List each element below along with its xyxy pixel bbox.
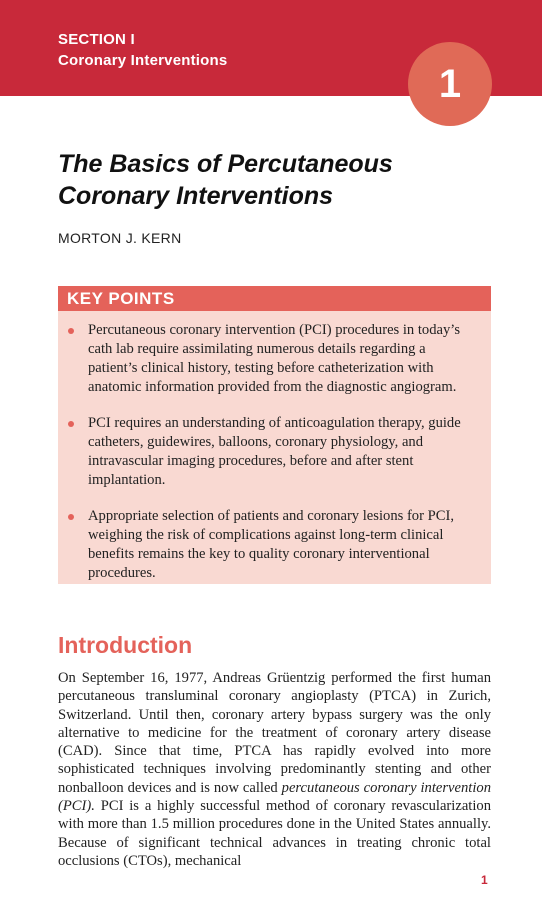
intro-text-part1: On September 16, 1977, Andreas Grüentzig performed the first human percutaneous transluminal coronary angioplasty (PTCA) in Zurich, Switzerland. Until then, coronary artery bypass surgery was the only alternative to medicine for the treatment of coronary artery disease (CAD). Since that time, PTCA has rapidly evolved into more sophisticated techniques involving predominantly stenting and other nonballoon devices and is now called	[58, 670, 491, 796]
author-name: MORTON J. KERN	[58, 230, 182, 246]
section-title: Coronary Interventions	[58, 52, 228, 69]
key-point-text: PCI requires an understanding of anticoagulation therapy, guide catheters, guidewires, balloons, coronary physiology, and intravascular imaging procedures, before and after stent implantation.	[88, 415, 461, 488]
key-points-box	[58, 286, 491, 584]
intro-text-part2: PCI is a highly successful method of coronary revascularization with more than 1.5 million procedures done in the United States annually. Because of significant technical advances in treating chronic total occlusions (CTOs), mechanical	[58, 798, 491, 869]
key-point-text: Appropriate selection of patients and coronary lesions for PCI, weighing the risk of complications against long-term clinical benefits remains the key to quality coronary interventional procedures.	[88, 508, 454, 581]
key-point-item	[88, 414, 477, 490]
chapter-number-badge	[408, 42, 492, 126]
chapter-number: 1	[438, 61, 462, 106]
key-point-item	[88, 321, 477, 397]
introduction-heading: Introduction	[58, 632, 193, 658]
page-number: 1	[481, 873, 488, 887]
intro-text-emphasis: percutaneous coronary intervention (PCI).	[58, 779, 492, 815]
section-label	[58, 29, 227, 71]
chapter-title	[58, 148, 488, 212]
bullet-icon	[68, 328, 74, 334]
section-number: SECTION I	[58, 31, 135, 48]
bullet-icon	[68, 514, 74, 520]
key-point-item	[88, 507, 477, 583]
chapter-title-line-1: The Basics of Percutaneous	[58, 150, 393, 178]
introduction-paragraph	[58, 669, 491, 870]
key-points-list	[58, 311, 491, 583]
chapter-title-line-2: Coronary Interventions	[58, 182, 334, 210]
bullet-icon	[68, 421, 74, 427]
key-point-text: Percutaneous coronary intervention (PCI) procedures in today’s cath lab require assimilating numerous details regarding a patient’s clinical history, testing before catheterization with anatomic information provided from the diagnostic angiogram.	[88, 322, 461, 395]
key-points-heading: KEY POINTS	[58, 286, 491, 311]
